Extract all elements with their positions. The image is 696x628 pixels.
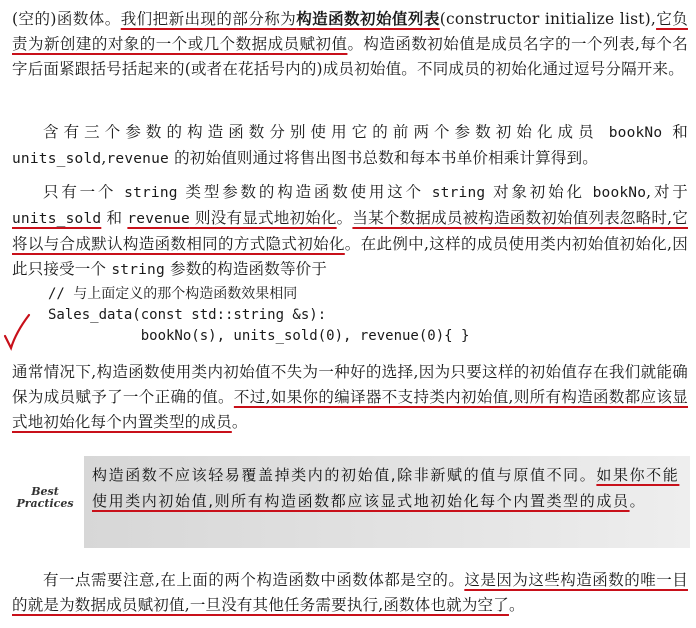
text: (constructor initialize list), (439, 10, 657, 28)
paragraph-constructor-initializer-list (12, 6, 688, 82)
underlined-text: 这是因为这些构造函数的唯一目的就是为数据成员赋初值,一旦没有其他任务需要执行,函数体也就为空了 (12, 571, 688, 614)
underlined-text: 则没有显式地初始化 (189, 209, 337, 227)
text: 。 (629, 492, 647, 510)
text: 和 (662, 123, 689, 141)
text: 的初始值则通过将售出图书总数和每本书单价相乘计算得到。 (168, 149, 598, 167)
code-term: revenue (127, 211, 190, 227)
paragraph-empty-body (12, 568, 688, 618)
text: , (101, 149, 107, 167)
underlined-text: 当某个数据成员被构造函数初始值列表忽略时,它将以与合成默认构造函数相同的方式隐式初始化 (12, 209, 688, 253)
underlined-text: 它负责为新创建的对象的一个或几个数据成员赋初值 (12, 10, 688, 53)
paragraph-in-class-initializer (12, 360, 688, 435)
code-term: string (111, 262, 165, 278)
text: 通常情况下,构造函数使用类内初始值不失为一种好的选择,因为只要这样的初始值存在我们就能确保为成员赋予了一个正确的值。 (12, 363, 688, 406)
text: 构造函数不应该轻易覆盖掉类内的初始值,除非新赋的值与原值不同。 (92, 466, 597, 484)
text: 。 (508, 596, 525, 614)
code-term: bookNo (608, 125, 663, 141)
code-line: Sales_data(const std::string &s): (48, 307, 327, 323)
code-term: units_sold (12, 211, 102, 227)
text: 对象初始化 (485, 183, 593, 201)
paragraph-three-arg-constructor (12, 120, 688, 172)
text: 。 (231, 413, 248, 431)
code-term: string (124, 185, 178, 201)
code-line: bookNo(s), units_sold(0), revenue(0){ } (48, 328, 470, 344)
text: 有一点需要注意,在上面的两个构造函数中函数体都是空的。 (43, 571, 465, 589)
code-term: units_sold (12, 151, 102, 167)
text: (空的)函数体。 (12, 10, 121, 28)
code-comment: // 与上面定义的那个构造函数效果相同 (48, 286, 298, 302)
code-block (48, 284, 469, 347)
text: 参数的构造函数等价于 (164, 260, 328, 278)
text: 和 (101, 209, 128, 227)
handwritten-checkmark-icon (2, 312, 32, 352)
underlined-text: 我们把新出现的部分称为 (120, 10, 297, 28)
code-term: string (431, 185, 486, 201)
text: 。 (336, 209, 353, 227)
code-term: bookNo (592, 185, 647, 201)
text: 含有三个参数的构造函数分别使用它的前两个参数初始化成员 (43, 123, 609, 141)
paragraph-string-constructor (12, 180, 688, 283)
text: 。在此例中,这样的成员使用类内初始值初始化,因此只接受一个 (12, 235, 688, 278)
code-term: revenue (106, 151, 169, 167)
text: 。构造函数初始值是成员名字的一个列表,每个名字后面紧跟括号括起来的(或者在花括号内的)成员初始值。不同成员的初始化通过逗号分隔开来。 (12, 35, 688, 78)
text: 只有一个 (43, 183, 125, 201)
term-constructor-initializer-list: 构造函数初始值列表 (296, 9, 440, 28)
best-practices-label-line2: Practices (16, 497, 74, 510)
text: ,对于 (646, 183, 688, 201)
best-practices-label (12, 486, 78, 510)
underlined-text: 不过,如果你的编译器不支持类内初始值,则所有构造函数都应该显式地初始化每个内置类型的成员 (12, 388, 688, 431)
text: 类型参数的构造函数使用这个 (177, 183, 432, 201)
underlined-text: 如果你不能使用类内初始值,则所有构造函数都应该显式地初始化每个内置类型的成员 (92, 466, 680, 510)
best-practices-text (92, 462, 684, 514)
best-practices-label-line1: Best (31, 485, 59, 498)
